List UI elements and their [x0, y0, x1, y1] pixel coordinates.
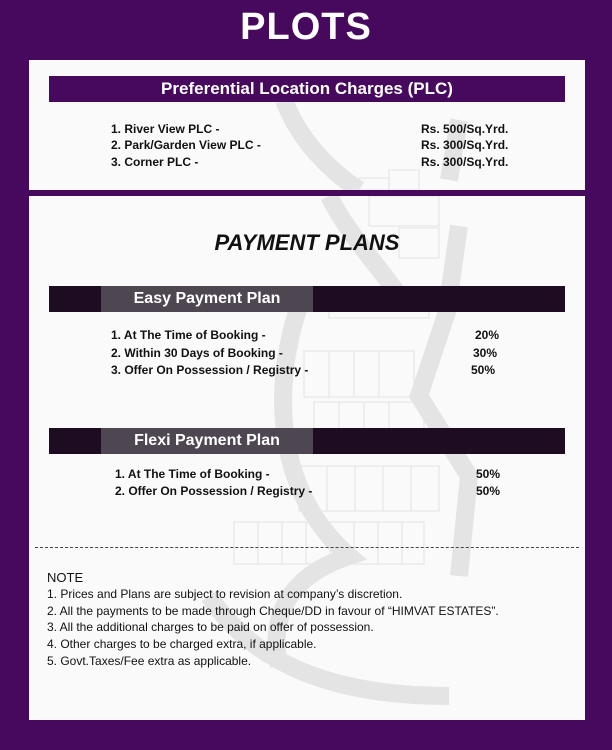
plc-item-value: Rs. 300/Sq.Yrd.	[421, 138, 509, 152]
plc-item-value: Rs. 500/Sq.Yrd.	[421, 122, 509, 136]
note-item: 3. All the additional charges to be paid on offer of possession.	[47, 620, 374, 634]
divider	[35, 547, 579, 548]
plc-item-value: Rs. 300/Sq.Yrd.	[421, 155, 509, 169]
note-item: 1. Prices and Plans are subject to revision at company’s discretion.	[47, 587, 403, 601]
flexi-plan-band	[49, 428, 565, 454]
flexi-plan-item-label: 1. At The Time of Booking -	[115, 467, 270, 481]
easy-plan-item-value: 30%	[473, 346, 498, 360]
plc-heading: Preferential Location Charges (PLC)	[49, 76, 565, 102]
flexi-plan-item-label: 2. Offer On Possession / Registry -	[115, 484, 313, 498]
plc-item-label: 1. River View PLC -	[111, 122, 220, 136]
easy-plan-item-value: 20%	[475, 328, 500, 342]
note-item: 5. Govt.Taxes/Fee extra as applicable.	[47, 654, 252, 668]
flexi-plan-title: Flexi Payment Plan	[134, 432, 280, 449]
payment-plans-heading: PAYMENT PLANS	[214, 230, 400, 255]
easy-plan-item-label: 3. Offer On Possession / Registry -	[111, 363, 309, 377]
plc-item-label: 3. Corner PLC -	[111, 155, 199, 169]
flexi-plan-item-value: 50%	[476, 484, 501, 498]
note-heading: NOTE	[47, 570, 84, 585]
easy-plan-item-value: 50%	[471, 363, 496, 377]
note-item: 4. Other charges to be charged extra, if applicable.	[47, 637, 317, 651]
plc-item-label: 2. Park/Garden View PLC -	[111, 138, 261, 152]
payment-plans-panel	[29, 196, 585, 720]
easy-plan-band	[49, 286, 565, 312]
easy-plan-item-label: 1. At The Time of Booking -	[111, 328, 266, 342]
plc-panel	[29, 60, 585, 190]
page-title: PLOTS	[240, 6, 372, 48]
note-item: 2. All the payments to be made through Cheque/DD in favour of “HIMVAT ESTATES”.	[47, 604, 499, 618]
easy-plan-item-label: 2. Within 30 Days of Booking -	[111, 346, 283, 360]
flexi-plan-item-value: 50%	[476, 467, 501, 481]
easy-plan-title: Easy Payment Plan	[133, 290, 281, 307]
